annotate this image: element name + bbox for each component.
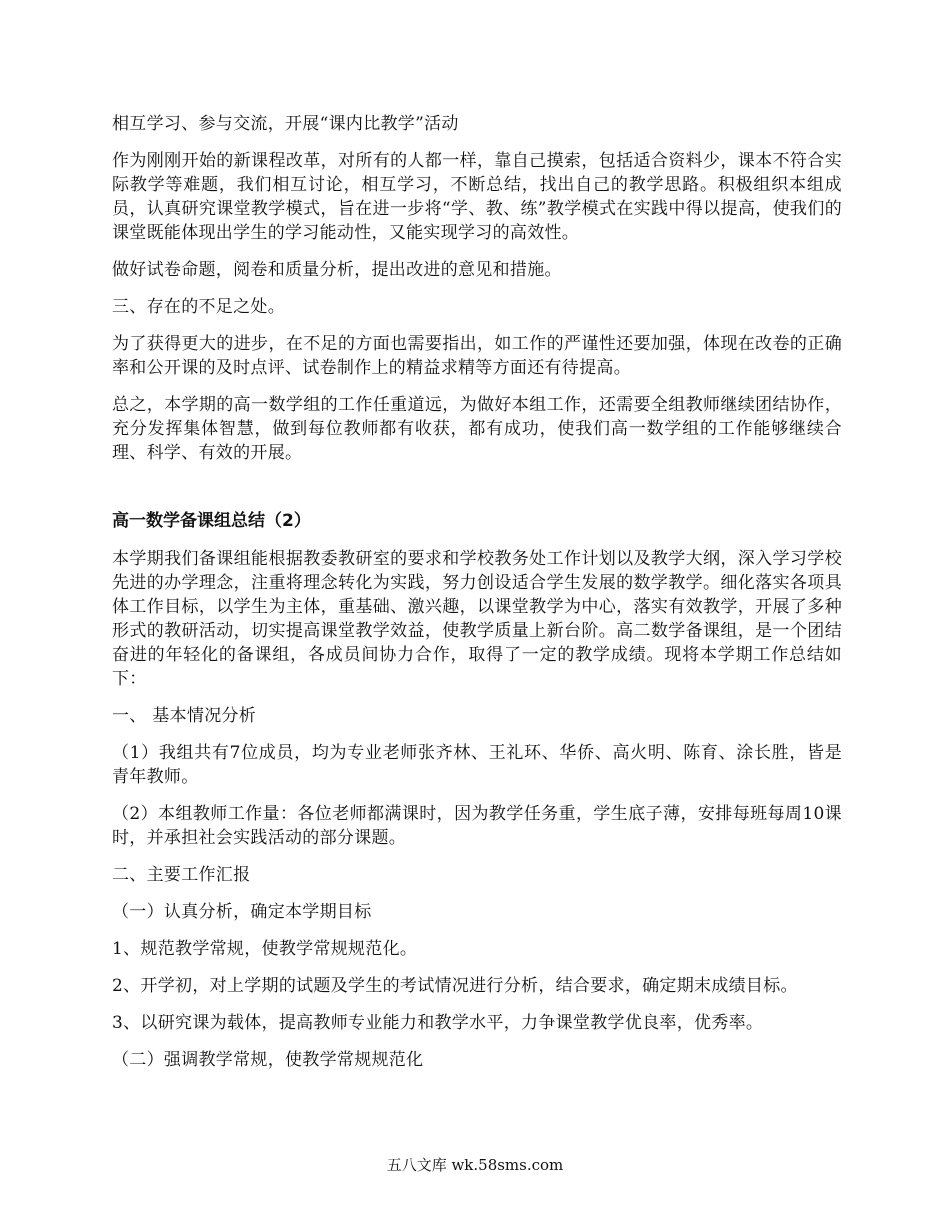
paragraph-workload: （2）本组教师工作量：各位老师都满课时，因为教学任务重，学生底子薄，安排每班每周10课时，并承担社会实践活动的部分课题。 <box>112 804 842 848</box>
footer-watermark: 五八文库 wk.58sms.com <box>386 1156 564 1174</box>
document-page <box>112 112 842 1085</box>
section-title: 高一数学备课组总结（2） <box>112 511 311 531</box>
paragraph-peer-learning: 相互学习、参与交流，开展“课内比教学”活动 <box>112 114 459 134</box>
paragraph-work-report-heading: 二、主要工作汇报 <box>112 865 251 885</box>
paragraph-exam-analysis: 做好试卷命题，阅卷和质量分析，提出改进的意见和措施。 <box>112 260 562 280</box>
paragraph-goal-2: 2、开学初，对上学期的试题及学生的考试情况进行分析，结合要求，确定期末成绩目标。 <box>112 976 798 996</box>
paragraph-shortcomings-heading: 三、存在的不足之处。 <box>112 297 285 317</box>
paragraph-new-curriculum: 作为刚刚开始的新课程改革，对所有的人都一样，靠自己摸索，包括适合资料少，课本不符合实际教学等难题，我们相互讨论，相互学习，不断总结，找出自己的教学思路。积极组织本组成员，认真研究课堂教学模式，旨在进一步将“学、教、练”教学模式在实践中得以提高，使我们的课堂既能体现出学生的学习能动性，又能实现学习的高效性。 <box>112 151 842 243</box>
paragraph-conclusion: 总之，本学期的高一数学组的工作任重道远，为做好本组工作，还需要全组教师继续团结协作，充分发挥集体智慧，做到每位教师都有收获，都有成功，使我们高一数学组的工作能够继续合理、科学、有效的开展。 <box>112 395 842 463</box>
paragraph-goals-heading: （一）认真分析，确定本学期目标 <box>112 902 372 922</box>
paragraph-routine-heading: （二）强调教学常规，使教学常规规范化 <box>112 1050 424 1070</box>
paragraph-goal-1: 1、规范教学常规，使教学常规规范化。 <box>112 939 418 959</box>
paragraph-members: （1）我组共有7位成员，均为专业老师张齐林、王礼环、华侨、高火明、陈育、涂长胜，皆是青年教师。 <box>112 743 842 787</box>
paragraph-intro: 本学期我们备课组能根据教委教研室的要求和学校教务处工作计划以及教学大纲，深入学习学校先进的办学理念，注重将理念转化为实践，努力创设适合学生发展的数学教学。细化落实各项具体工作目标，以学生为主体，重基础、激兴趣，以课堂教学为中心，落实有效教学，开展了多种形式的教研活动，切实提高课堂教学效益，使教学质量上新台阶。高二数学备课组，是一个团结奋进的年轻化的备课组，各成员间协力合作，取得了一定的教学成绩。现将本学期工作总结如下： <box>112 549 842 689</box>
paragraph-basic-analysis-heading: 一、 基本情况分析 <box>112 706 257 726</box>
paragraph-goal-3: 3、以研究课为载体，提高教师专业能力和教学水平，力争课堂教学优良率，优秀率。 <box>112 1013 764 1033</box>
paragraph-shortcomings: 为了获得更大的进步，在不足的方面也需要指出，如工作的严谨性还要加强，体现在改卷的正确率和公开课的及时点评、试卷制作上的精益求精等方面还有待提高。 <box>112 334 842 378</box>
